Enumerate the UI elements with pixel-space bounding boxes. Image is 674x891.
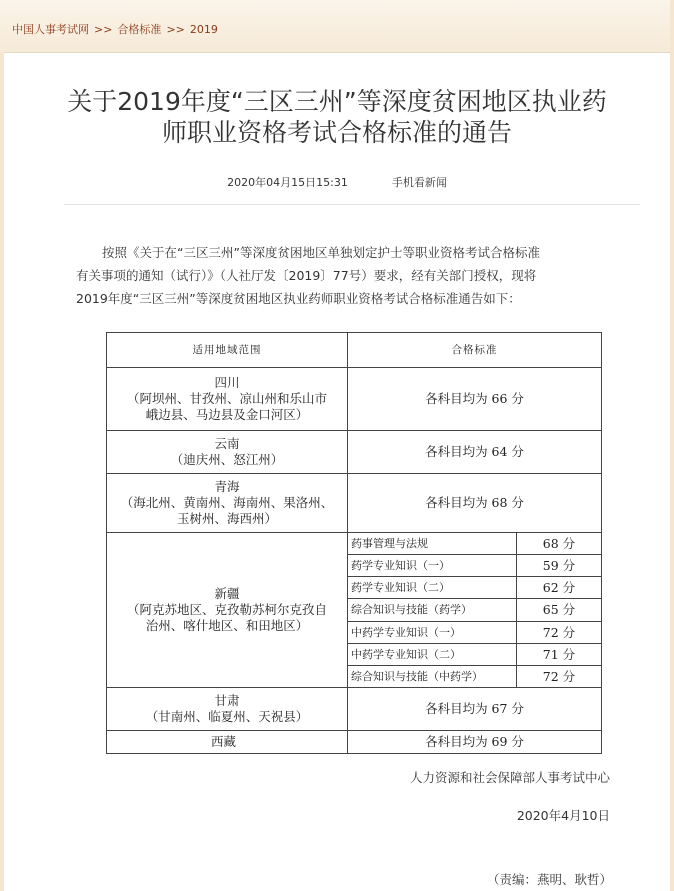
subject-score: 72 分 (516, 621, 602, 644)
body-line-1: 按照《关于在“三区三州”等深度贫困地区单独划定护士等职业资格考试合格标准 (102, 245, 540, 260)
article-meta (0, 174, 674, 190)
subject-score: 72 分 (516, 665, 602, 688)
subject-name: 综合知识与技能（药学） (347, 598, 517, 622)
region-xinjiang: 新疆 （阿克苏地区、克孜勒苏柯尔克孜自 治州、喀什地区、和田地区） (106, 532, 348, 688)
publish-datetime: 2020年04月15日15:31 (227, 176, 348, 189)
breadcrumb-separator: >> (94, 23, 113, 36)
subject-name: 中药学专业知识（二） (347, 643, 517, 666)
article-body (76, 241, 620, 310)
header-region: 适用地域范围 (106, 332, 348, 368)
subject-name: 中药学专业知识（一） (347, 621, 517, 644)
issue-date: 2020年4月10日 (516, 808, 610, 823)
standard-qinghai: 各科目均为 68 分 (347, 473, 602, 533)
divider (64, 204, 640, 205)
breadcrumb-separator: >> (166, 23, 185, 36)
subject-name: 药学专业知识（一） (347, 554, 517, 577)
breadcrumb-year-link[interactable]: 2019 (189, 23, 218, 36)
subject-score: 68 分 (516, 532, 602, 555)
region-qinghai: 青海 （海北州、黄南州、海南州、果洛州、 玉树州、海西州） (106, 473, 348, 533)
standard-yunnan: 各科目均为 64 分 (347, 430, 602, 474)
subject-name: 药学专业知识（二） (347, 576, 517, 599)
breadcrumb (12, 21, 218, 37)
subject-score: 65 分 (516, 598, 602, 622)
standard-tibet: 各科目均为 69 分 (347, 730, 602, 754)
standard-gansu: 各科目均为 67 分 (347, 687, 602, 731)
body-line-2: 有关事项的通知（试行）》（人社厅发〔2019〕77号）要求，经有关部门授权，现将 (76, 268, 537, 283)
region-yunnan: 云南 （迪庆州、怒江州） (106, 430, 348, 474)
title-line-2: 师职业资格考试合格标准的通告 (161, 118, 512, 147)
issuing-organization: 人力资源和社会保障部人事考试中心 (409, 770, 610, 785)
region-sichuan: 四川 （阿坝州、甘孜州、凉山州和乐山市 峨边县、马边县及金口河区） (106, 367, 348, 431)
subject-score: 71 分 (516, 643, 602, 666)
subject-name: 药事管理与法规 (347, 532, 517, 555)
article-title (20, 86, 654, 148)
region-tibet: 西藏 (106, 730, 348, 754)
editor-credit: （责编：燕明、耿哲） (486, 872, 612, 887)
body-line-3: 2019年度“三区三州”等深度贫困地区执业药师职业资格考试合格标准通告如下： (76, 291, 521, 306)
subject-score: 59 分 (516, 554, 602, 577)
subject-score: 62 分 (516, 576, 602, 599)
region-gansu: 甘肃 （甘南州、临夏州、天祝县） (106, 687, 348, 731)
standard-sichuan: 各科目均为 66 分 (347, 367, 602, 431)
right-border (670, 0, 674, 891)
mobile-news-link[interactable]: 手机看新闻 (391, 176, 447, 189)
breadcrumb-section-link[interactable]: 合格标准 (117, 23, 162, 36)
subject-name: 综合知识与技能（中药学） (347, 665, 517, 688)
title-line-1: 关于2019年度“三区三州”等深度贫困地区执业药 (67, 87, 607, 116)
breadcrumb-home-link[interactable]: 中国人事考试网 (12, 23, 89, 36)
header-standard: 合格标准 (347, 332, 602, 368)
